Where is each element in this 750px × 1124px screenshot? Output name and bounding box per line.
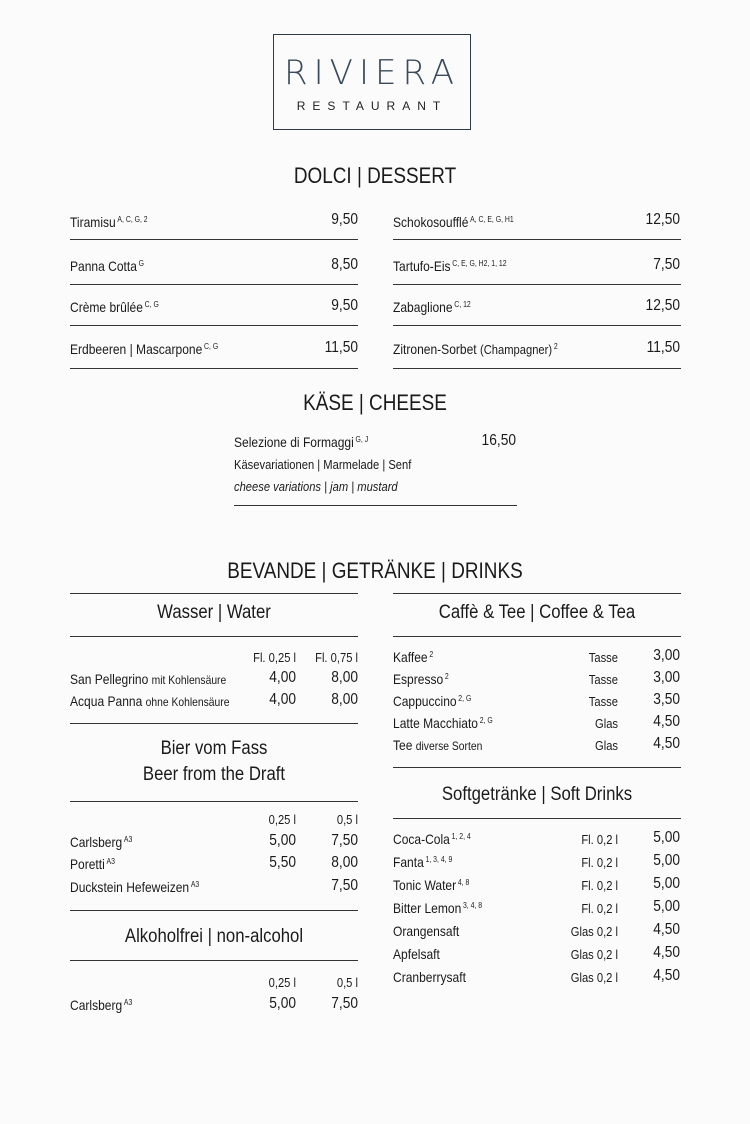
soft-price: 5,00 bbox=[653, 898, 680, 915]
coffee-row: Tee diverse Sorten bbox=[393, 737, 483, 753]
water-title: Wasser | Water bbox=[157, 602, 271, 623]
divider bbox=[393, 767, 681, 768]
drinks-title: BEVANDE | GETRÄNKE | DRINKS bbox=[227, 558, 523, 583]
logo-name: RIVIERA bbox=[284, 53, 460, 93]
water-col2: Fl. 0,75 l bbox=[315, 650, 358, 665]
water-price-large: 8,00 bbox=[331, 691, 358, 708]
divider bbox=[393, 284, 681, 285]
coffee-row: Latte Macchiato $^{2, G}$ bbox=[393, 715, 493, 731]
water-price-small: 4,00 bbox=[269, 669, 296, 686]
beer-row: Poretti $^{A3}$ bbox=[70, 856, 115, 872]
soft-row: Cranberrysaft bbox=[393, 969, 466, 985]
coffee-unit: Tasse bbox=[588, 650, 618, 665]
divider bbox=[70, 325, 358, 326]
divider bbox=[70, 593, 358, 594]
soft-row: Apfelsaft bbox=[393, 946, 440, 962]
cheese-desc-en: cheese variations | jam | mustard bbox=[234, 479, 398, 494]
dessert-price: 12,50 bbox=[645, 297, 680, 314]
beer-col2: 0,5 l bbox=[336, 812, 358, 827]
dessert-item: Zabaglione $^{C, 12}$ bbox=[393, 299, 471, 315]
coffee-unit: Tasse bbox=[588, 672, 618, 687]
beer-price-large: 7,50 bbox=[331, 877, 358, 894]
dessert-title: DOLCI | DESSERT bbox=[293, 163, 457, 188]
nonalc-row: Carlsberg $^{A3}$ bbox=[70, 997, 133, 1013]
dessert-price: 9,50 bbox=[331, 297, 358, 314]
dessert-price: 11,50 bbox=[324, 339, 358, 356]
soft-unit: Glas 0,2 l bbox=[570, 924, 618, 939]
soft-price: 4,50 bbox=[653, 921, 680, 938]
dessert-price: 7,50 bbox=[653, 256, 680, 273]
coffee-price: 4,50 bbox=[653, 735, 680, 752]
restaurant-logo bbox=[273, 34, 471, 130]
dessert-price: 9,50 bbox=[331, 211, 358, 228]
coffee-unit: Tasse bbox=[588, 694, 618, 709]
dessert-item: Crème brûlée $^{C, G}$ bbox=[70, 299, 159, 315]
water-col1: Fl. 0,25 l bbox=[253, 650, 296, 665]
dessert-item: Schokosoufflé $^{A, C, E, G, H1}$ bbox=[393, 214, 514, 230]
soft-unit: Fl. 0,2 l bbox=[581, 832, 618, 847]
coffee-price: 3,00 bbox=[653, 647, 680, 664]
soft-unit: Fl. 0,2 l bbox=[581, 901, 618, 916]
cheese-item: Selezione di Formaggi $^{G, J}$ bbox=[234, 434, 369, 450]
nonalc-price-large: 7,50 bbox=[331, 995, 358, 1012]
dessert-price: 8,50 bbox=[331, 256, 358, 273]
nonalc-title: Alkoholfrei | non-alcohol bbox=[124, 926, 304, 947]
beer-price-large: 7,50 bbox=[331, 832, 358, 849]
coffee-price: 4,50 bbox=[653, 713, 680, 730]
soft-unit: Fl. 0,2 l bbox=[581, 878, 618, 893]
dessert-price: 11,50 bbox=[646, 339, 680, 356]
coffee-unit: Glas bbox=[595, 738, 618, 753]
soft-row: Fanta $^{1, 3, 4, 9}$ bbox=[393, 854, 453, 870]
soft-price: 4,50 bbox=[653, 967, 680, 984]
coffee-price: 3,50 bbox=[653, 691, 680, 708]
nonalc-price-small: 5,00 bbox=[269, 995, 296, 1012]
beer-row: Carlsberg $^{A3}$ bbox=[70, 834, 133, 850]
dessert-item: Erdbeeren | Mascarpone $^{C, G}$ bbox=[70, 341, 219, 357]
dessert-item: Tartufo-Eis $^{C, E, G, H2, 1, 12}$ bbox=[393, 258, 507, 274]
soft-row: Orangensaft bbox=[393, 923, 460, 939]
cheese-desc-de: Käsevariationen | Marmelade | Senf bbox=[234, 457, 412, 472]
coffee-price: 3,00 bbox=[653, 669, 680, 686]
logo-subtitle: RESTAURANT bbox=[296, 99, 448, 113]
divider bbox=[70, 368, 358, 369]
divider bbox=[393, 636, 681, 637]
dessert-item: Zitronen-Sorbet (Champagner) $^2$ bbox=[393, 341, 558, 357]
divider bbox=[234, 505, 517, 506]
divider bbox=[393, 325, 681, 326]
soft-price: 5,00 bbox=[653, 875, 680, 892]
divider bbox=[70, 636, 358, 637]
divider bbox=[393, 368, 681, 369]
soft-unit: Glas 0,2 l bbox=[570, 970, 618, 985]
beer-price-large: 8,00 bbox=[331, 854, 358, 871]
divider bbox=[70, 960, 358, 961]
nonalc-col1: 0,25 l bbox=[268, 975, 296, 990]
soft-unit: Glas 0,2 l bbox=[570, 947, 618, 962]
divider bbox=[70, 910, 358, 911]
soft-row: Tonic Water $^{4, 8}$ bbox=[393, 877, 470, 893]
coffee-title: Caffè & Tee | Coffee & Tea bbox=[438, 602, 636, 623]
divider bbox=[70, 239, 358, 240]
water-row: San Pellegrino mit Kohlensäure bbox=[70, 671, 227, 687]
coffee-row: Kaffee $^2$ bbox=[393, 649, 434, 665]
water-price-large: 8,00 bbox=[331, 669, 358, 686]
cheese-title: KÄSE | CHEESE bbox=[303, 390, 447, 415]
dessert-item: Panna Cotta $^G$ bbox=[70, 258, 145, 274]
beer-title-2: Beer from the Draft bbox=[142, 764, 286, 785]
nonalc-col2: 0,5 l bbox=[336, 975, 358, 990]
soft-price: 5,00 bbox=[653, 852, 680, 869]
coffee-row: Cappuccino $^{2, G}$ bbox=[393, 693, 472, 709]
coffee-row: Espresso $^2$ bbox=[393, 671, 449, 687]
beer-row: Duckstein Hefeweizen $^{A3}$ bbox=[70, 879, 200, 895]
coffee-unit: Glas bbox=[595, 716, 618, 731]
divider bbox=[70, 801, 358, 802]
soft-price: 4,50 bbox=[653, 944, 680, 961]
soft-row: Bitter Lemon $^{3, 4, 8}$ bbox=[393, 900, 483, 916]
dessert-item: Tiramisu $^{A, C, G, 2}$ bbox=[70, 214, 148, 230]
divider bbox=[70, 723, 358, 724]
beer-title-1: Bier vom Fass bbox=[160, 738, 268, 759]
divider bbox=[70, 284, 358, 285]
beer-price-small: 5,50 bbox=[269, 854, 296, 871]
divider bbox=[393, 239, 681, 240]
soft-title: Softgetränke | Soft Drinks bbox=[441, 784, 633, 805]
soft-row: Coca-Cola $^{1, 2, 4}$ bbox=[393, 831, 471, 847]
soft-price: 5,00 bbox=[653, 829, 680, 846]
beer-price-small: 5,00 bbox=[269, 832, 296, 849]
divider bbox=[393, 818, 681, 819]
soft-unit: Fl. 0,2 l bbox=[581, 855, 618, 870]
beer-col1: 0,25 l bbox=[268, 812, 296, 827]
cheese-price: 16,50 bbox=[481, 432, 516, 449]
divider bbox=[393, 593, 681, 594]
water-row: Acqua Panna ohne Kohlensäure bbox=[70, 693, 230, 709]
water-price-small: 4,00 bbox=[269, 691, 296, 708]
dessert-price: 12,50 bbox=[645, 211, 680, 228]
